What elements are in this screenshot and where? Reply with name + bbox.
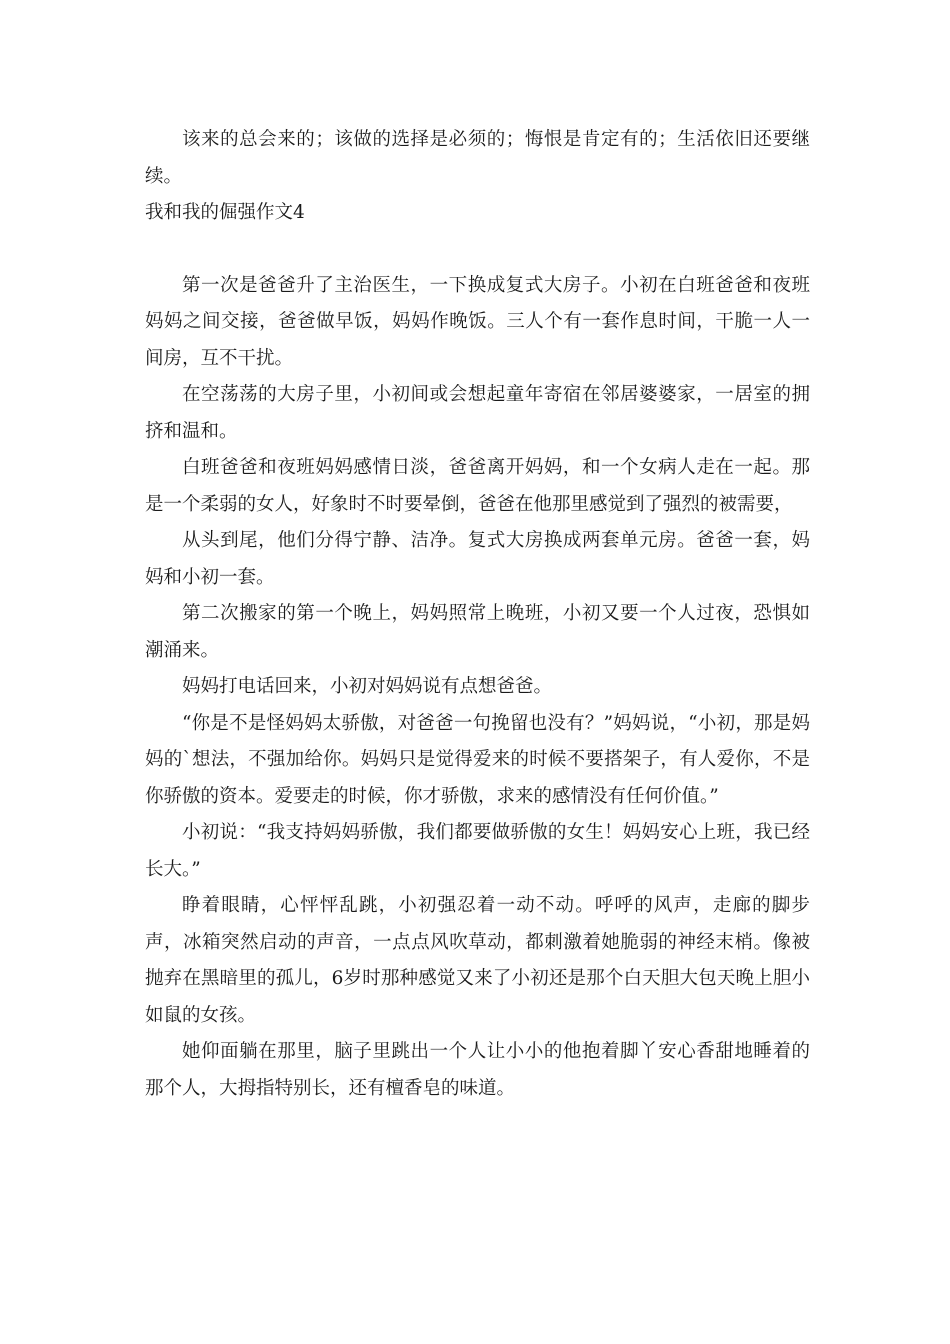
paragraph-9: 睁着眼睛，心怦怦乱跳，小初强忍着一动不动。呼呼的风声，走廊的脚步声，冰箱突然启动的声音，一点点风吹草动，都刺激着她脆弱的神经末梢。像被抛弃在黑暗里的孤儿，6岁时那种感觉又来了小初还是那个白天胆大包天晚上胆小如鼠的女孩。: [145, 895, 810, 1026]
paragraph-8: 小初说：“我支持妈妈骄傲，我们都要做骄傲的女生！妈妈安心上班，我已经长大。”: [145, 822, 810, 880]
paragraph-5: 第二次搬家的第一个晚上，妈妈照常上晚班，小初又要一个人过夜，恐惧如潮涌来。: [145, 603, 810, 661]
document-page: [145, 122, 810, 1107]
paragraph-1: 第一次是爸爸升了主治医生，一下换成复式大房子。小初在白班爸爸和夜班妈妈之间交接，爸爸做早饭，妈妈作晚饭。三人个有一套作息时间，干脆一人一间房，互不干扰。: [145, 274, 810, 369]
paragraph-3: 白班爸爸和夜班妈妈感情日淡，爸爸离开妈妈，和一个女病人走在一起。那是一个柔弱的女人，好象时不时要晕倒，爸爸在他那里感觉到了强烈的被需要，: [145, 457, 810, 515]
paragraph-2: 在空荡荡的大房子里，小初间或会想起童年寄宿在邻居婆婆家，一居室的拥挤和温和。: [145, 384, 810, 442]
paragraph-intro: 该来的总会来的；该做的选择是必须的；悔恨是肯定有的；生活依旧还要继续。: [145, 129, 810, 187]
section-heading: 我和我的倔强作文4: [145, 202, 305, 223]
spacer: [145, 232, 810, 268]
paragraph-4: 从头到尾，他们分得宁静、洁净。复式大房换成两套单元房。爸爸一套，妈妈和小初一套。: [145, 530, 810, 588]
paragraph-6: 妈妈打电话回来，小初对妈妈说有点想爸爸。: [182, 676, 553, 697]
paragraph-10: 她仰面躺在那里，脑子里跳出一个人让小小的他抱着脚丫安心香甜地睡着的那个人，大拇指特别长，还有檀香皂的味道。: [145, 1041, 810, 1099]
paragraph-7: “你是不是怪妈妈太骄傲，对爸爸一句挽留也没有？”妈妈说，“小初，那是妈妈的`想法，不强加给你。妈妈只是觉得爱来的时候不要搭架子，有人爱你，不是你骄傲的资本。爱要走的时候，你才骄傲，求来的感情没有任何价值。”: [145, 712, 810, 807]
